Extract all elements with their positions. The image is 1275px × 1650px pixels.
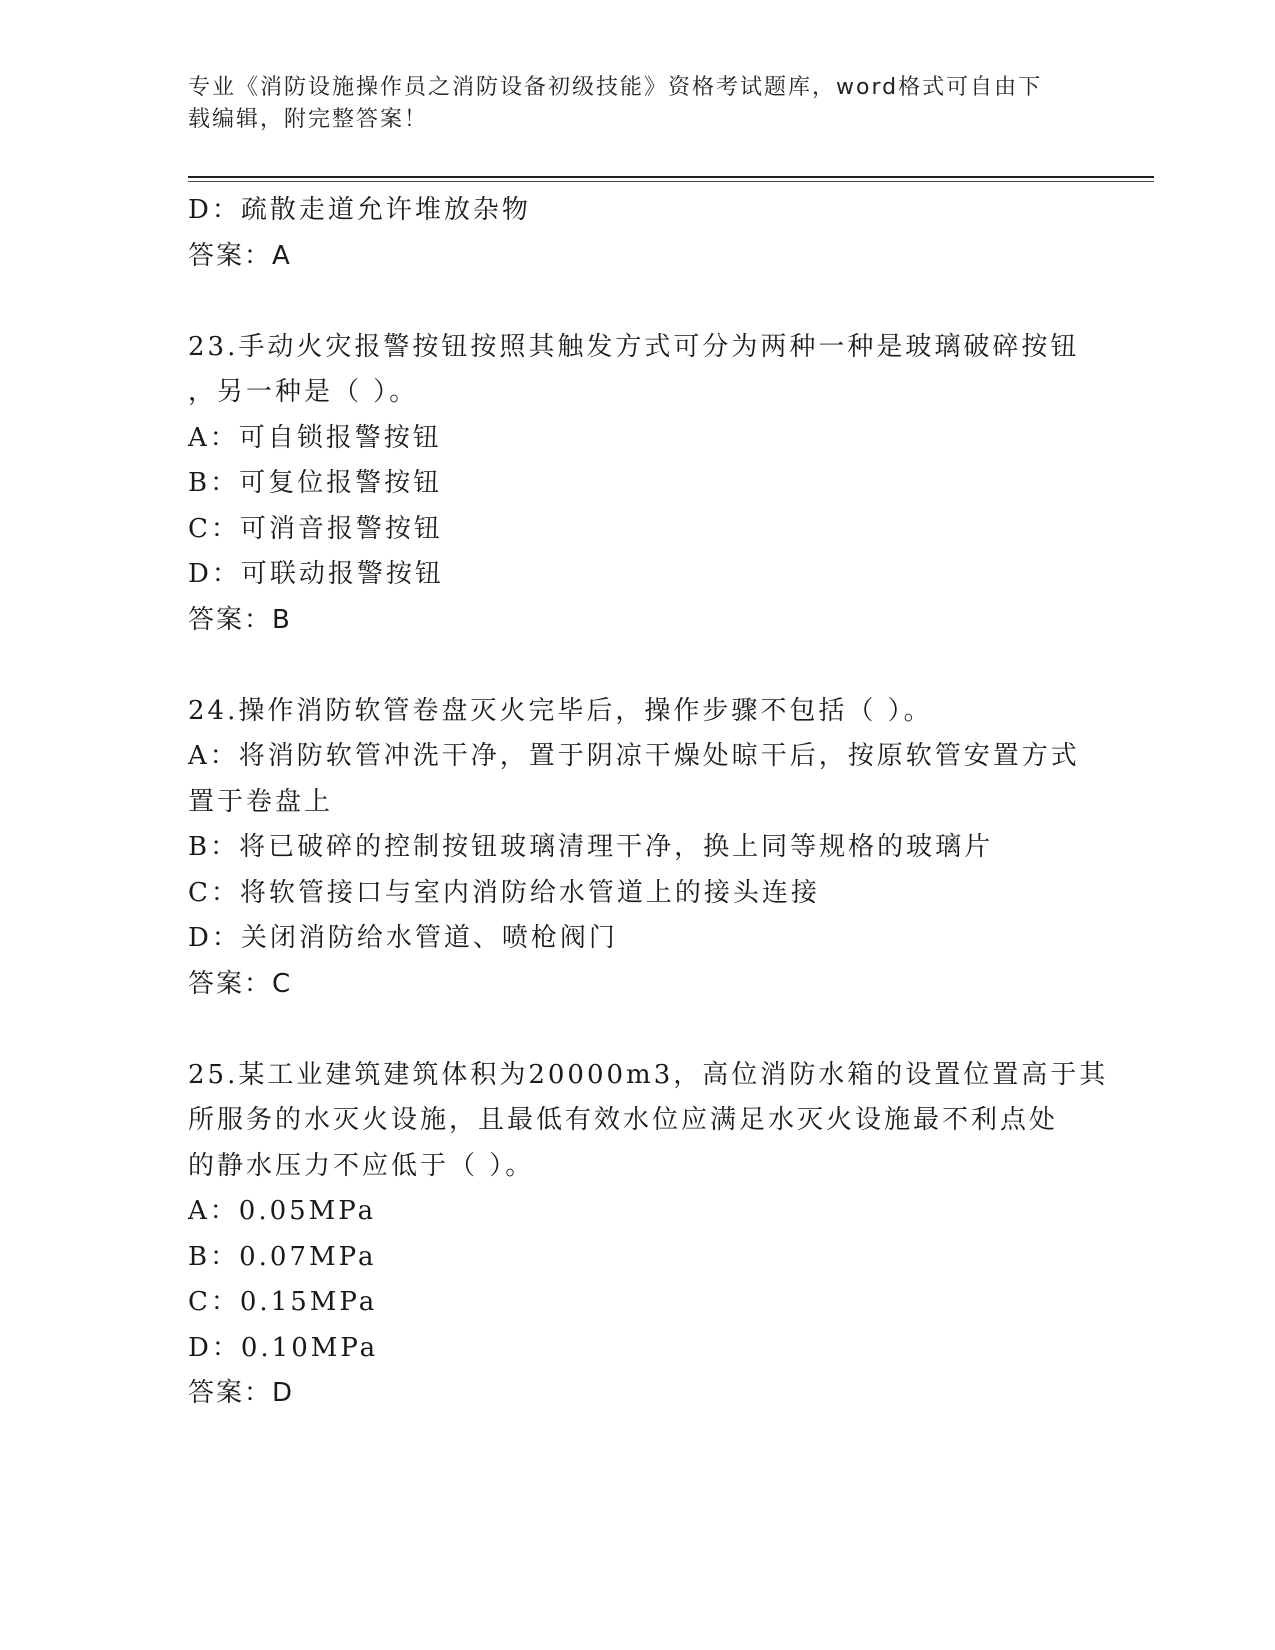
question-stem-line: 所服务的水灭火设施，且最低有效水位应满足水灭火设施最不利点处 [188, 1105, 1059, 1135]
answer-line: 答案：C [188, 968, 293, 999]
spacer [188, 1007, 1088, 1053]
option-b: B：将已破碎的控制按钮玻璃清理干净，换上同等规格的玻璃片 [188, 832, 994, 862]
header-line-1: 专业《消防设施操作员之消防设备初级技能》资格考试题库，word格式可自由下 [188, 75, 1043, 100]
option-d: D：关闭消防给水管道、喷枪阀门 [188, 923, 618, 953]
question-stem-line: ，另一种是（ ）。 [188, 377, 419, 407]
option-b: B：可复位报警按钮 [188, 468, 443, 498]
option-a-continued: 置于卷盘上 [188, 786, 334, 817]
answer-line: 答案：B [188, 604, 292, 635]
answer-line: 答案：A [188, 240, 292, 271]
spacer [188, 279, 1088, 325]
header-rule-thin [188, 181, 1154, 182]
answer-line: 答案：D [188, 1378, 295, 1408]
option-d: D：疏散走道允许堆放杂物 [188, 195, 531, 225]
header-line-2: 载编辑，附完整答案！ [188, 107, 429, 132]
option-c: C：0.15MPa [188, 1287, 378, 1317]
option-d: D：0.10MPa [188, 1332, 379, 1363]
option-d: D：可联动报警按钮 [188, 559, 444, 589]
document-header [188, 72, 1068, 136]
question-stem-line: 的静水压力不应低于（ ）。 [188, 1150, 535, 1181]
question-25 [188, 1053, 1109, 1417]
question-content [188, 188, 1109, 1417]
header-rule-thick [188, 176, 1154, 178]
option-a: A：将消防软管冲洗干净，置于阴凉干燥处晾干后，按原软管安置方式 [188, 741, 1080, 771]
spacer [188, 643, 1088, 689]
option-c: C：可消音报警按钮 [188, 513, 443, 544]
option-b: B：0.07MPa [188, 1241, 377, 1272]
question-stem-line: 23.手动火灾报警按钮按照其触发方式可分为两种一种是玻璃破碎按钮 [188, 331, 1080, 362]
option-c: C：将软管接口与室内消防给水管道上的接头连接 [188, 877, 820, 908]
option-a: A：可自锁报警按钮 [188, 422, 442, 453]
question-stem-line: 24.操作消防软管卷盘灭火完毕后，操作步骤不包括（ ）。 [188, 695, 933, 726]
question-22-tail [188, 188, 1088, 279]
question-stem-line: 25.某工业建筑建筑体积为20000m3，高位消防水箱的设置位置高于其 [188, 1059, 1109, 1090]
question-23 [188, 325, 1088, 644]
question-24 [188, 689, 1088, 1008]
option-a: A：0.05MPa [188, 1196, 377, 1226]
